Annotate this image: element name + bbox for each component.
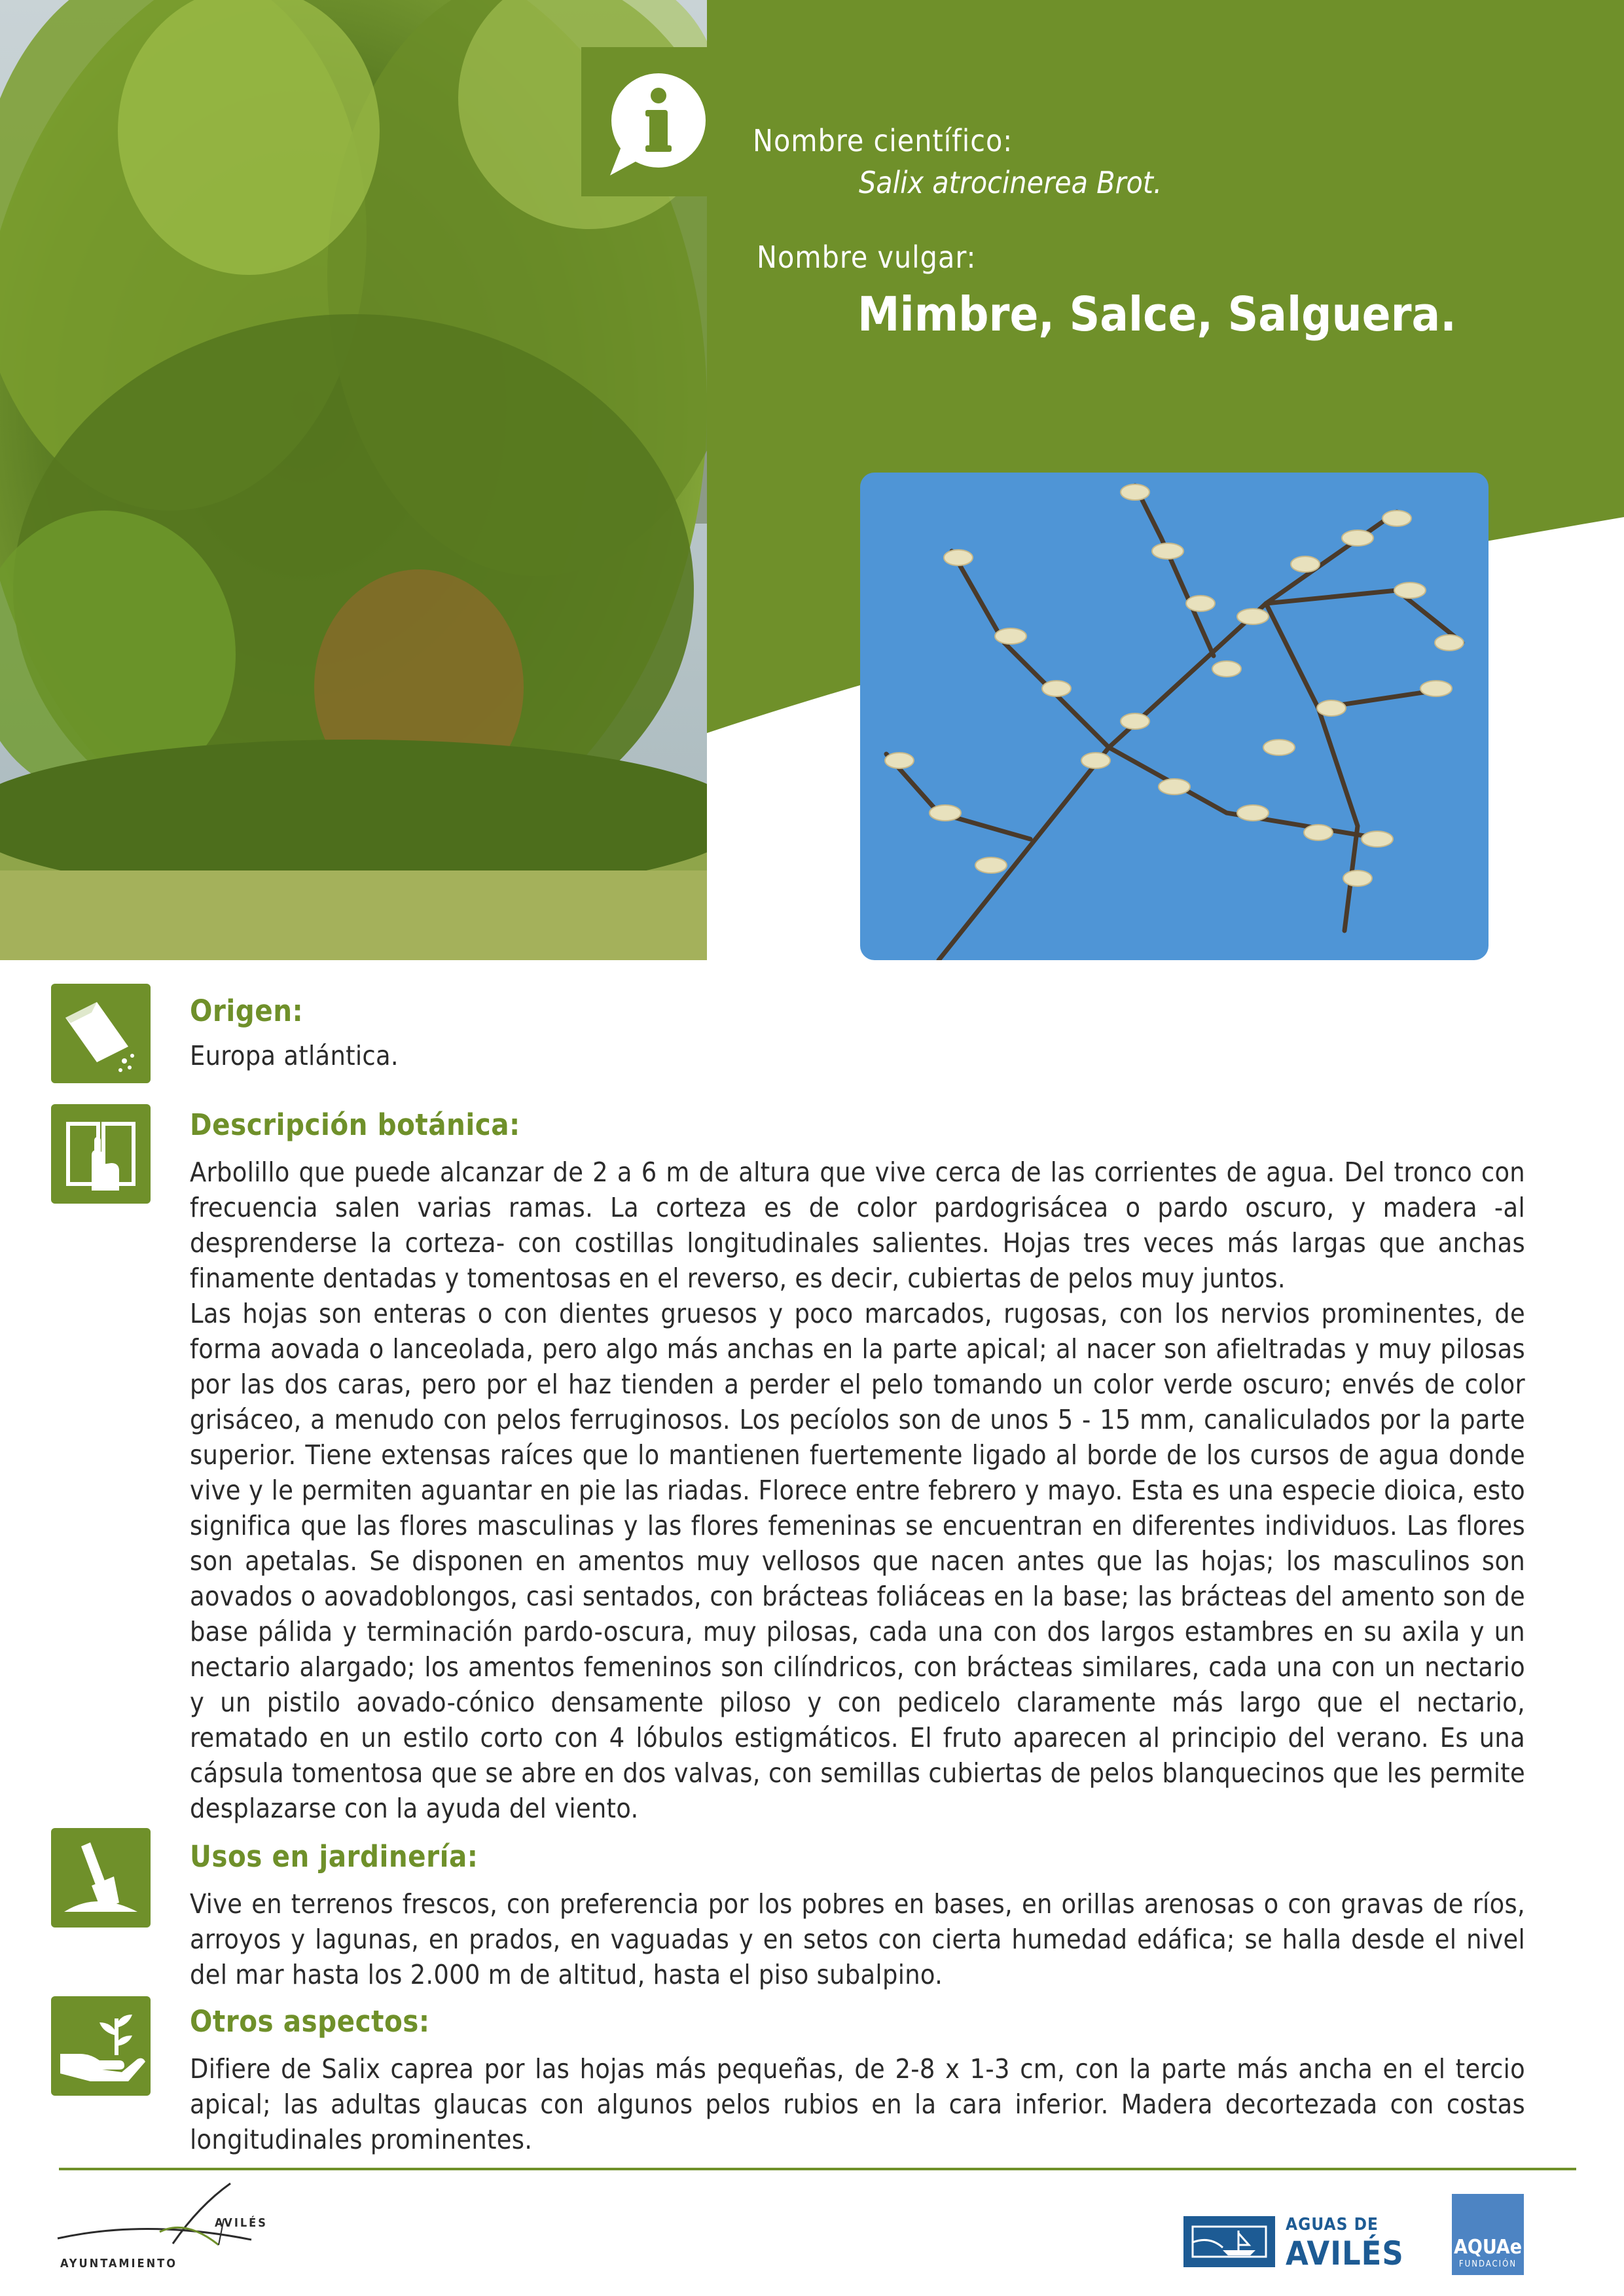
seed-packet-icon	[51, 984, 151, 1083]
description-paragraph-2: Las hojas son enteras o con dientes gruesos y poco marcados, rugosas, con los nervios prominentes, de forma aovada o lanceolada, pero algo más anchas en la parte apical; al nacer son afieltradas y muy pilosas por las dos caras, pero por el haz tienden a perder el pelo tomando un color verde oscuro; envés de color grisáceo, a menudo con pelos ferruginosos. Los pecíolos son de unos 5 - 15 mm, canaliculados por la parte superior. Tiene extensas raíces que lo mantienen fuertemente ligado al borde de los cursos de agua donde vive y le permiten aguantar en pie las riadas. Florece entre febrero y mayo. Esta es una especie dioica, esto significa que las flores masculinas y las flores femeninas se encuentran en diferentes individuos. Las flores son apetalas. Se disponen en amentos muy vellosos que nacen antes que las hojas; los masculinos son aovados o aovadoblongos, casi sentados, con brácteas foliáceas en la base; las brácteas del amento son de base pálida y terminación pardo-oscura, muy pilosas, cada una con dos largos estambres en su axila y un nectario alargado; los amentos femeninos son cilíndricos, con brácteas similares, cada una con un nectario y un pistilo aovado-cónico densamente piloso y con pedicelo claramente más largo que el nectario, rematado en un estilo corto con 4 lóbulos estigmáticos. El fruto aparecen al principio del verano. Es una cápsula tomentosa que se abre en dos valvas, con semillas cubiertas de pelos blanquecinos que les permite desplazarse con la ayuda del viento.	[190, 1298, 1525, 1824]
ayuntamiento-city: AVILÉS	[215, 2216, 268, 2230]
origin-icon-box	[51, 984, 151, 1083]
aquae-name: AQUAe	[1453, 2236, 1523, 2259]
catkins-photo	[860, 473, 1489, 960]
footer-divider	[59, 2168, 1576, 2170]
origin-text: Europa atlántica.	[190, 1040, 399, 1071]
info-icon-box	[581, 47, 710, 196]
description-icon-box	[51, 1104, 151, 1204]
origin-title: Origen:	[190, 994, 304, 1028]
book-hand-icon	[51, 1104, 151, 1204]
description-title: Descripción botánica:	[190, 1107, 520, 1142]
aguas-de-aviles-logo	[1183, 2211, 1404, 2272]
aguas-line2: AVILÉS	[1286, 2234, 1404, 2272]
ship-icon	[1183, 2216, 1275, 2267]
hand-sprout-icon	[51, 1996, 151, 2096]
ayuntamiento-emblem-icon	[55, 2179, 291, 2251]
uses-icon-box	[51, 1828, 151, 1928]
other-icon-box	[51, 1996, 151, 2096]
other-text: Difiere de Salix caprea por las hojas más pequeñas, de 2-8 x 1-3 cm, con la parte más ancha en el tercio apical; las adultas glaucas con algunos pelos rubios en la cara inferior. Madera decortezada con costas longitudinales prominentes.	[190, 2053, 1525, 2155]
description-text	[190, 1155, 1525, 1826]
aquae-sub: FUNDACIÓN	[1458, 2259, 1517, 2269]
ayuntamiento-logo	[55, 2179, 291, 2278]
ayuntamiento-label: AYUNTAMIENTO	[60, 2257, 177, 2270]
scientific-name: Salix atrocinerea Brot.	[859, 165, 1163, 200]
common-name: Mimbre, Salce, Salguera.	[857, 287, 1456, 342]
info-icon	[581, 47, 710, 196]
fundacion-aquae-logo	[1452, 2194, 1524, 2275]
description-paragraph-1: Arbolillo que puede alcanzar de 2 a 6 m de altura que vive cerca de las corrientes de agua. Del tronco con frecuencia salen varias ramas. La corteza es de color pardogrisácea o pardo oscuro, y madera -al desprenderse la corteza- con costillas longitudinales salientes. Hojas tres veces más largas que anchas finamente dentadas y tomentosas en el reverso, es decir, cubiertas de pelos muy juntos.	[190, 1157, 1525, 1294]
other-title: Otros aspectos:	[190, 2004, 430, 2039]
uses-text: Vive en terrenos frescos, con preferencia por los pobres en bases, en orillas arenosas o con gravas de ríos, arroyos y lagunas, en prados, en vaguadas y en setos con cierta humedad edáfica; se halla desde el nivel del mar hasta los 2.000 m de altitud, hasta el piso subalpino.	[190, 1888, 1525, 1990]
trowel-icon	[51, 1828, 151, 1928]
aguas-line1: AGUAS DE	[1286, 2215, 1379, 2234]
aguas-emblem	[1183, 2216, 1275, 2267]
common-name-label: Nombre vulgar:	[757, 240, 977, 275]
scientific-name-label: Nombre científico:	[753, 123, 1013, 158]
uses-title: Usos en jardinería:	[190, 1839, 478, 1874]
